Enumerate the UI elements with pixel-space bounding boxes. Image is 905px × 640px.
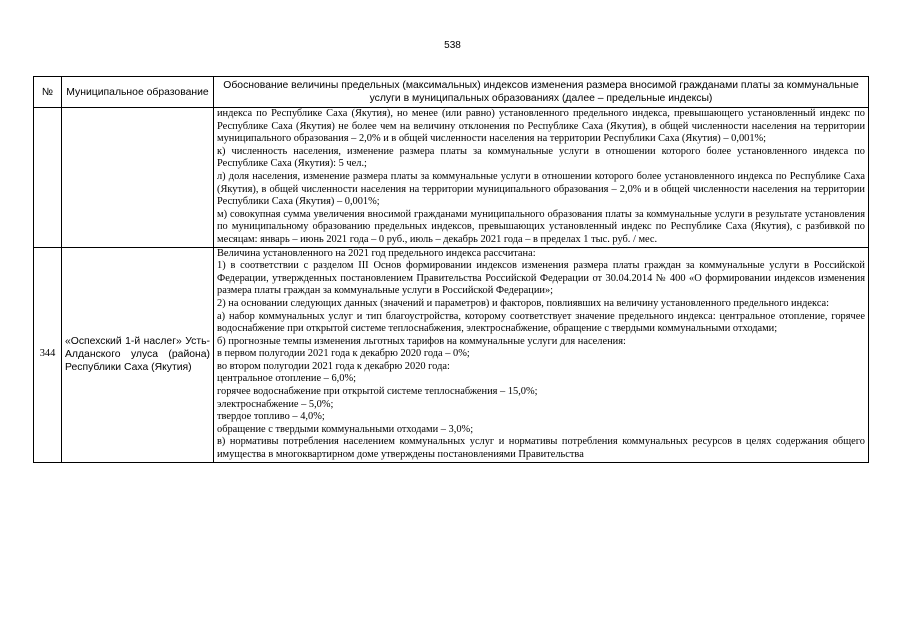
justification-line: л) доля населения, изменение размера платы за коммунальные услуги в отношении которого более установленного индекса по Республике Саха (Якутия), в общей численности населения на территории муниципального образования – 2,0% и в общей численности населения на территории Республики Саха (Якутия) – 0,001%;	[217, 170, 865, 208]
row-number-cell: 344	[34, 247, 62, 462]
row-number-cell	[34, 108, 62, 248]
justification-line: Величина установленного на 2021 год предельного индекса рассчитана:	[217, 247, 536, 259]
justification-line: электроснабжение – 5,0%;	[217, 398, 334, 410]
header-justification: Обоснование величины предельных (максимальных) индексов изменения размера вносимой гражданами платы за коммунальные услуги в муниципальных образованиях (далее – предельные индексы)	[214, 77, 869, 108]
table-row	[34, 108, 869, 248]
justification-cell	[214, 108, 869, 248]
justification-line: горячее водоснабжение при открытой системе теплоснабжения – 15,0%;	[217, 386, 538, 398]
justification-line: 2) на основании следующих данных (значений и параметров) и факторов, повлиявших на величину установленного предельного индекса:	[217, 297, 830, 309]
municipality-cell	[62, 108, 214, 248]
justification-line: 1) в соответствии с разделом III Основ формировании индексов изменения размера платы граждан за коммунальные услуги в Российской Федерации, утвержденных постановлением Правительства Российской Федерации от 30.04.2014 № 400 «О формировании индексов изменения размера платы граждан за коммунальные услуги в Российской Федерации»;	[217, 260, 865, 297]
justification-line: в) нормативы потребления населением коммунальных услуг и нормативы потребления коммунальных ресурсов в целях содержания общего имущества в многоквартирном доме утверждены постановлениями Правительства	[217, 436, 865, 461]
justification-cell	[214, 247, 869, 462]
justification-line: к) численность населения, изменение размера платы за коммунальные услуги в отношении которого более установленного индекса по Республике Саха (Якутия): 5 чел.;	[217, 145, 865, 170]
header-municipality: Муниципальное образование	[62, 77, 214, 108]
justification-line: во втором полугодии 2021 года к декабрю 2020 года:	[217, 360, 450, 372]
indices-table	[33, 76, 869, 463]
justification-line: твердое топливо – 4,0%;	[217, 411, 325, 423]
table-header-row	[34, 77, 869, 108]
justification-line: б) прогнозные темпы изменения льготных тарифов на коммунальные услуги для населения:	[217, 335, 626, 347]
justification-line: центральное отопление – 6,0%;	[217, 373, 356, 385]
justification-line: а) набор коммунальных услуг и тип благоустройства, которому соответствует значение предельного индекса: центральное отопление, горячее водоснабжение при открытой системе теплоснабжения, электроснабжение, обращение с твердыми коммунальными отходами;	[217, 310, 865, 335]
justification-line: индекса по Республике Саха (Якутия), но менее (или равно) установленного предельного индекса, превышающего установленный индекс по Республике Саха (Якутия) не более чем на величину отклонения по Республике Саха (Якутия), в общей численности населения на территории муниципального образования – 2,0% и в общей численности населения на территории Республики Саха (Якутия) – 0,001%;	[217, 108, 865, 145]
justification-line: в первом полугодии 2021 года к декабрю 2020 года – 0%;	[217, 348, 470, 360]
header-number: №	[34, 77, 62, 108]
page-number: 538	[444, 40, 461, 51]
table-row	[34, 247, 869, 462]
justification-line: обращение с твердыми коммунальными отходами – 3,0%;	[217, 423, 474, 435]
municipality-cell: «Оспехский 1-й наслег» Усть-Алданского улуса (района) Республики Саха (Якутия)	[62, 247, 214, 462]
justification-line: м) совокупная сумма увеличения вносимой гражданами муниципального образования платы за коммунальные услуги в результате установления по муниципальному образованию предельных индексов, превышающих установленный индекс по Республике Саха (Якутия), с разбивкой по месяцам: январь – июнь 2021 года – 0 руб., июль – декабрь 2021 года – в пределах 1 тыс. руб. / мес.	[217, 208, 865, 245]
